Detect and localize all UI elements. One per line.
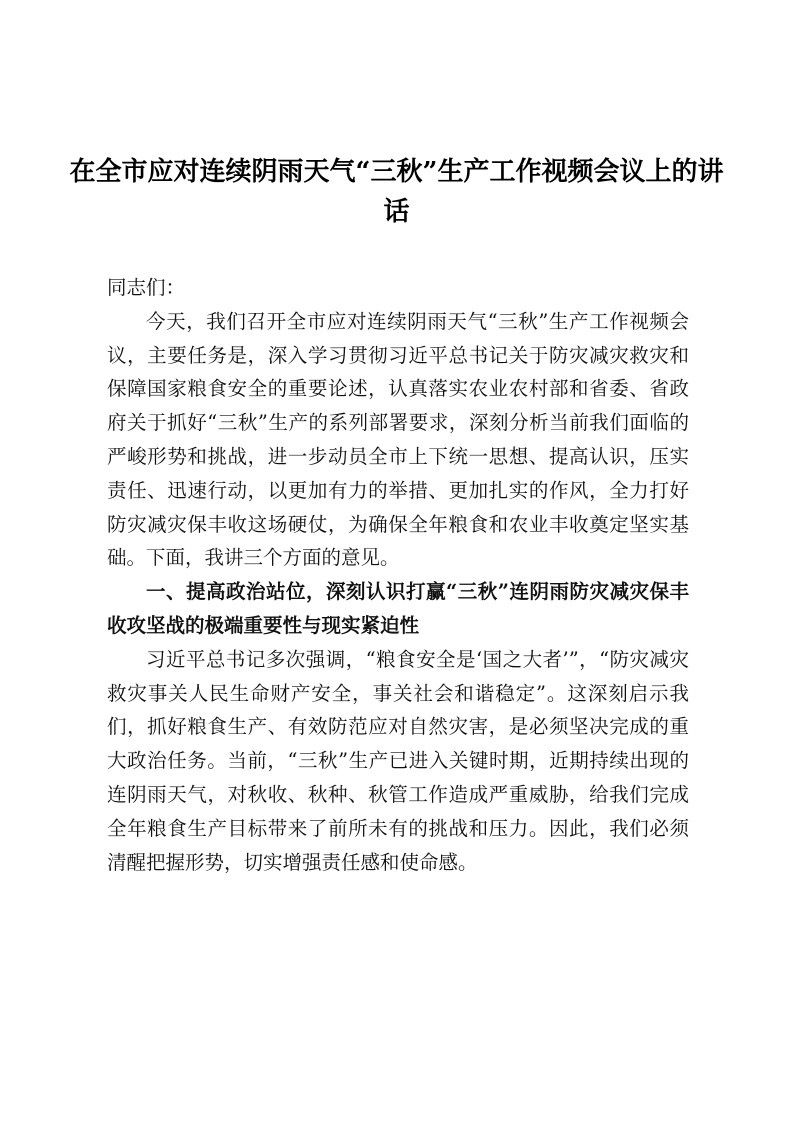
document-title: 在全市应对连续阴雨天气“三秋”生产工作视频会议上的讲话	[69, 157, 724, 227]
section-heading: 一、提高政治站位，深刻认识打赢“三秋”连阴雨防灾减灾保丰收攻坚战的极端重要性与现实紧迫性	[107, 580, 689, 637]
intro-paragraph: 今天，我们召开全市应对连续阴雨天气“三秋”生产工作视频会议，主要任务是，深入学习贯彻习近平总书记关于防灾减灾救灾和保障国家粮食安全的重要论述，认真落实农业农村部和省委、省政府关于抓好“三秋”生产的系列部署要求，深刻分析当前我们面临的严峻形势和挑战，进一步动员全市上下统一思想、提高认识，压实责任、迅速行动，以更加有力的举措、更加扎实的作风，全力打好防灾减灾保丰收这场硬仗，为确保全年粮食和农业丰收奠定坚实基础。下面，我讲三个方面的意见。	[107, 309, 689, 570]
salutation: 同志们：	[107, 276, 186, 299]
document-body	[107, 271, 689, 879]
section-paragraph: 习近平总书记多次强调，“粮食安全是‘国之大者’”，“防灾减灾救灾事关人民生命财产安全，事关社会和谐稳定”。这深刻启示我们，抓好粮食生产、有效防范应对自然灾害，是必须坚决完成的重大政治任务。当前，“三秋”生产已进入关键时期，近期持续出现的连阴雨天气，对秋收、秋种、秋管工作造成严重威胁，给我们完成全年粮食生产目标带来了前所未有的挑战和压力。因此，我们必须清醒把握形势，切实增强责任感和使命感。	[107, 647, 689, 874]
